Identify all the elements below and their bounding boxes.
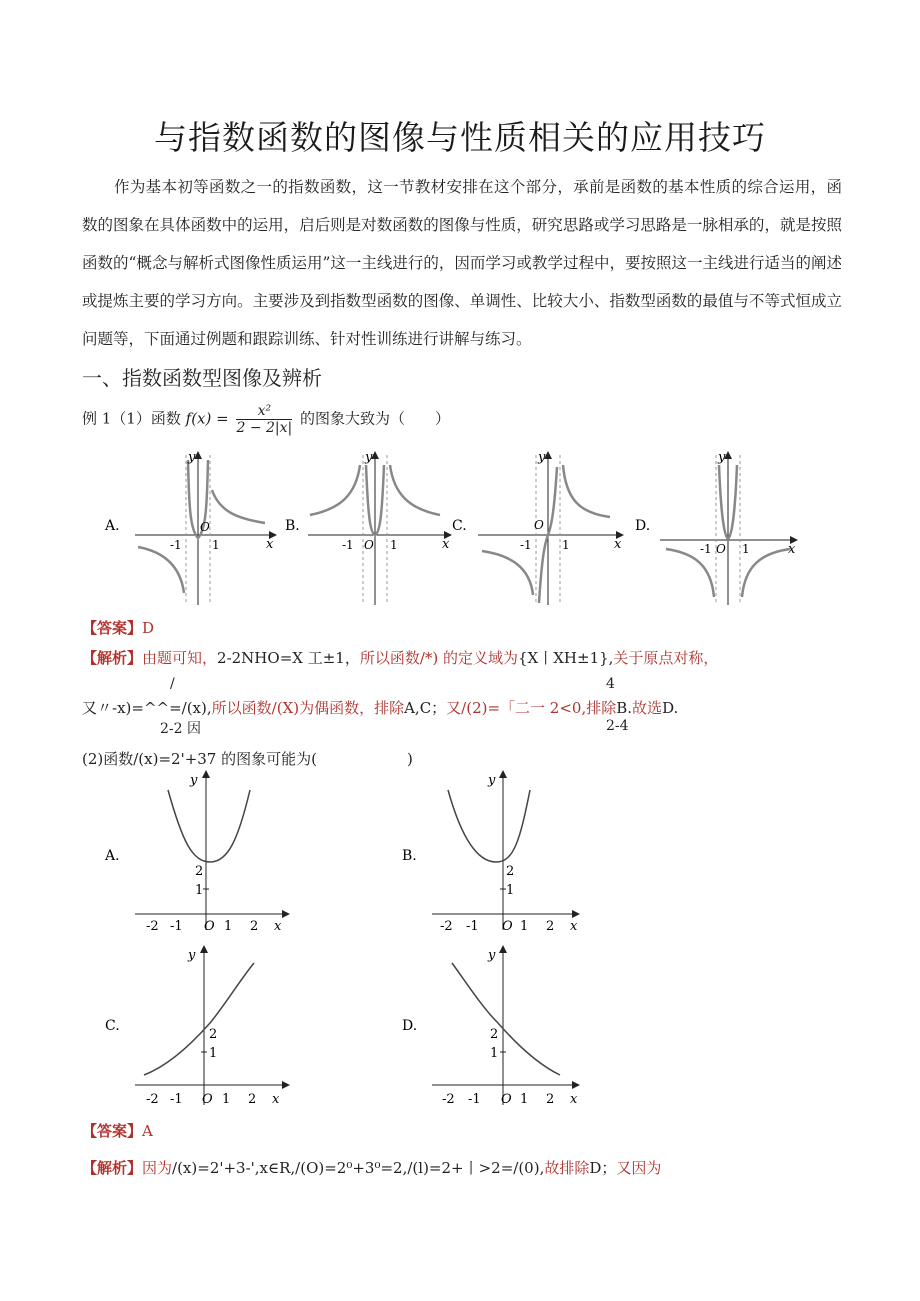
analysis-1-denominator: 2-2 因 [160, 721, 201, 737]
svg-text:1: 1 [224, 919, 233, 934]
svg-text:1: 1 [490, 1046, 499, 1061]
svg-text:1: 1 [520, 1092, 529, 1107]
svg-text:-1: -1 [468, 1092, 481, 1107]
svg-text:O: O [202, 1092, 213, 1107]
svg-text:O: O [716, 542, 726, 556]
option2-b-label: B. [402, 848, 417, 864]
graph-option-c [452, 450, 622, 605]
answer-1 [82, 617, 154, 638]
svg-text:y: y [188, 948, 196, 963]
example-1-graphs [100, 445, 820, 610]
example-1-prefix: 例 1（1）函数 [82, 409, 181, 428]
svg-text:1: 1 [562, 538, 570, 552]
option-b-label: B. [285, 518, 300, 534]
svg-text:1: 1 [209, 1046, 218, 1061]
example-1-fraction [236, 403, 292, 436]
svg-text:x: x [614, 537, 622, 552]
option2-d-label: D. [402, 1018, 418, 1034]
svg-text:2: 2 [490, 1027, 499, 1042]
example-1-fx: f(x) = [185, 409, 229, 428]
svg-text:-1: -1 [170, 1092, 183, 1107]
example-2-graphs [100, 770, 600, 1110]
svg-text:y: y [188, 450, 196, 465]
svg-text:-1: -1 [170, 538, 182, 552]
svg-text:x: x [570, 1092, 578, 1107]
option-a-label: A. [105, 518, 120, 534]
analysis-1-line-1: 【解析】由题可知，2-2NHO=X 工±1，所以函数/*) 的定义域为{X丨XH±1},关于原点对称， [82, 649, 719, 667]
svg-text:-1: -1 [466, 919, 479, 934]
option2-c-label: C. [105, 1018, 120, 1034]
svg-text:-2: -2 [440, 919, 453, 934]
svg-text:1: 1 [212, 538, 220, 552]
analysis-1-four: 4 [606, 676, 615, 692]
svg-text:x: x [788, 542, 796, 557]
svg-text:1: 1 [222, 1092, 231, 1107]
svg-text:-1: -1 [520, 538, 532, 552]
svg-text:-1: -1 [700, 542, 712, 556]
svg-text:-2: -2 [146, 1092, 159, 1107]
svg-text:y: y [538, 450, 546, 465]
option-c-label: C. [452, 518, 467, 534]
answer-value: D [142, 619, 155, 637]
answer-label: 【答案】 [82, 619, 143, 637]
svg-text:x: x [266, 537, 274, 552]
svg-text:O: O [501, 1092, 512, 1107]
graph2-option-a [104, 772, 288, 934]
answer-2: 【答案】A [82, 1122, 153, 1140]
example-1-stem [82, 403, 450, 436]
section-heading-1: 一、指数函数型图像及辨析 [82, 366, 322, 390]
svg-text:2: 2 [250, 919, 259, 934]
graph-option-d [635, 450, 796, 605]
svg-text:1: 1 [742, 542, 750, 556]
svg-text:-1: -1 [170, 919, 183, 934]
svg-text:-2: -2 [442, 1092, 455, 1107]
svg-text:O: O [200, 520, 210, 534]
analysis-2-line-1: 【解析】因为/(x)=2'+3-',x∈R,/(O)=2⁰+3⁰=2,/(l)=2+丨>2=/(0),故排除D；又因为 [82, 1159, 662, 1177]
analysis-1-denominator-2: 2-4 [606, 718, 629, 734]
svg-text:y: y [190, 773, 198, 788]
svg-text:O: O [204, 919, 215, 934]
svg-text:2: 2 [195, 864, 204, 879]
svg-text:2: 2 [546, 919, 555, 934]
svg-text:1: 1 [390, 538, 398, 552]
svg-text:y: y [365, 450, 373, 465]
option2-a-label: A. [105, 848, 120, 864]
svg-text:2: 2 [546, 1092, 555, 1107]
svg-text:y: y [488, 948, 496, 963]
svg-text:1: 1 [195, 883, 204, 898]
svg-text:-1: -1 [342, 538, 354, 552]
svg-text:2: 2 [248, 1092, 257, 1107]
svg-text:O: O [364, 538, 374, 552]
graph-option-a [104, 450, 275, 605]
intro-paragraph: 作为基本初等函数之一的指数函数，这一节教材安排在这个部分，承前是函数的基本性质的综合运用，函数的图象在具体函数中的运用，启后则是对数函数的图像与性质，研究思路或学习思路是一脉相承的，就是按照函数的“概念与解析式图像性质运用”这一主线进行的，因而学习或教学过程中，要按照这一主线进行适当的阐述或提炼主要的学习方向。主要涉及到指数型函数的图像、单调性、比较大小、指数型函数的最值与不等式恒成立问题等，下面通过例题和跟踪训练、针对性训练进行讲解与练习。 [82, 178, 842, 348]
graph-option-b [285, 450, 450, 605]
example-2-stem: (2)函数/(x)=2'+37 的图象可能为( ) [82, 750, 413, 768]
svg-text:x: x [272, 1092, 280, 1107]
analysis-1-line-2: 又〃-x)=^^=/(x),所以函数/(X)为偶函数，排除A,C；又/(2)=「二一 2<0,排除B.故选D. [82, 699, 679, 717]
page-title: 与指数函数的图像与性质相关的应用技巧 [154, 118, 766, 157]
analysis-1-slash: / [170, 676, 175, 692]
svg-text:-2: -2 [146, 919, 159, 934]
svg-text:x: x [442, 537, 450, 552]
svg-text:2: 2 [209, 1027, 218, 1042]
svg-text:y: y [488, 773, 496, 788]
svg-text:y: y [718, 450, 726, 465]
svg-text:x: x [570, 919, 578, 934]
fraction-denominator: 2 − 2|x| [236, 420, 293, 436]
svg-text:O: O [534, 518, 544, 532]
graph2-option-c [105, 947, 288, 1107]
svg-text:O: O [502, 919, 513, 934]
graph2-option-d [402, 947, 578, 1107]
svg-text:x: x [274, 919, 282, 934]
graph2-option-b [402, 772, 578, 934]
option-d-label: D. [635, 518, 651, 534]
example-1-suffix: 的图象大致为（ ） [300, 409, 451, 428]
svg-text:2: 2 [506, 864, 515, 879]
fraction-numerator: x² [236, 403, 292, 420]
svg-text:1: 1 [506, 883, 515, 898]
svg-text:1: 1 [520, 919, 529, 934]
